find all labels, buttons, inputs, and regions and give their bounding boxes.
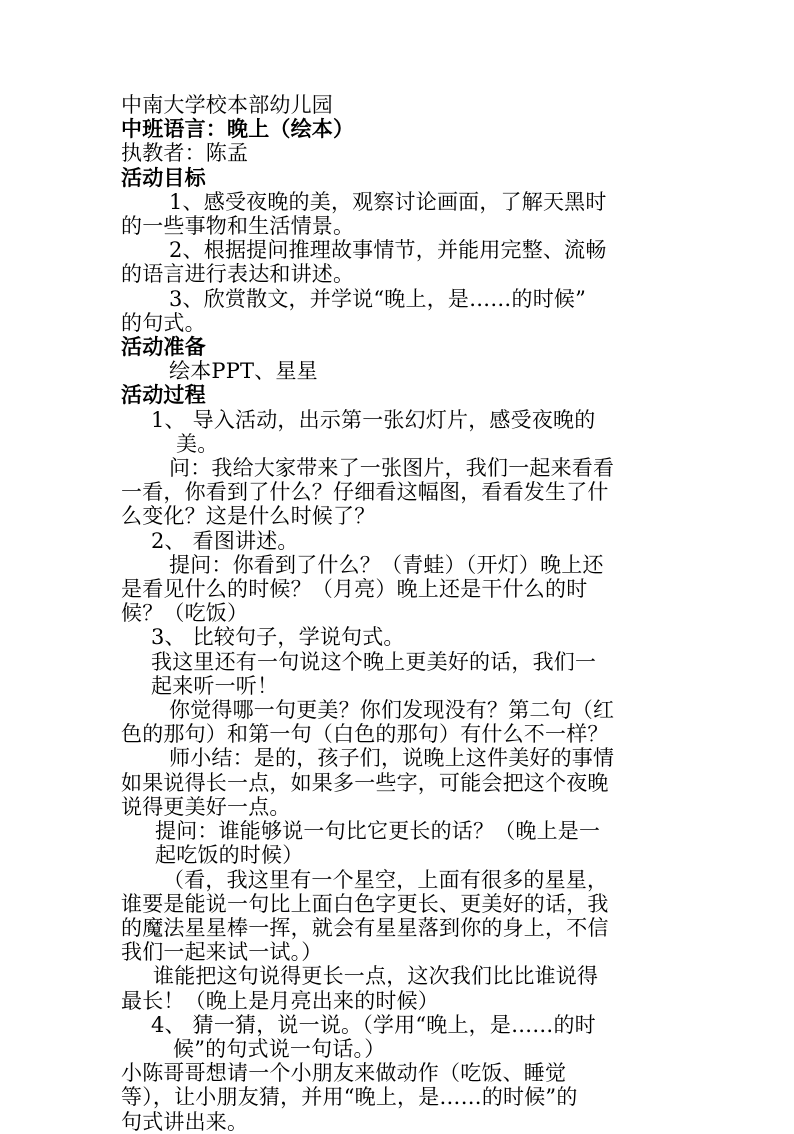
process-line: 3、 比较句子，学说句式。: [151, 625, 405, 650]
process-line: 候？（吃饭）: [121, 601, 249, 626]
prep-heading: 活动准备: [121, 334, 206, 360]
process-line: 你觉得哪一句更美？你们发现没有？第二句（红: [169, 698, 615, 723]
process-line: 1、 导入活动，出示第一张幻灯片，感受夜晚的: [151, 407, 596, 432]
goal-2-line-2: 的语言进行表达和讲述。: [121, 262, 355, 287]
process-line: 谁能把这句说得更长一点，这次我们比比谁说得: [153, 964, 599, 989]
goals-heading: 活动目标: [121, 164, 206, 190]
process-line: 谁要是能说一句比上面白色字更长、更美好的话，我: [121, 891, 609, 916]
process-line: 最长！（晚上是月亮出来的时候）: [121, 988, 439, 1013]
teacher-line: 执教者：陈孟: [121, 141, 249, 166]
process-line: 起来听一听！: [151, 673, 279, 698]
process-line: 句式讲出来。: [121, 1109, 249, 1134]
process-line: 提问：谁能够说一句比它更长的话？（晚上是一: [155, 819, 601, 844]
process-line: 的魔法星星棒一挥，就会有星星落到你的身上，不信: [121, 915, 609, 940]
process-line: 我们一起来试一试。）: [121, 940, 323, 965]
process-line: 候”的句式说一句话。）: [173, 1036, 386, 1061]
process-line: 起吃饭的时候）: [155, 843, 304, 868]
process-line: 问：我给大家带来了一张图片，我们一起来看看: [169, 456, 615, 481]
process-line: 2、 看图讲述。: [151, 528, 299, 553]
process-line: （看，我这里有一个星空，上面有很多的星星，: [163, 867, 609, 892]
process-line: 如果说得长一点，如果多一些字，可能会把这个夜晚: [121, 770, 609, 795]
document-page: [121, 93, 666, 1134]
process-line: 一看，你看到了什么？仔细看这幅图，看看发生了什: [121, 480, 609, 505]
goal-3-line-1: 3、欣赏散文，并学说“晚上，是……的时候”: [169, 286, 587, 311]
goal-2-line-1: 2、根据提问推理故事情节，并能用完整、流畅: [169, 238, 607, 263]
school-name: 中南大学校本部幼儿园: [121, 93, 333, 117]
process-line: 说得更美好一点。: [121, 794, 291, 819]
process-line: 小陈哥哥想请一个小朋友来做动作（吃饭、睡觉: [121, 1061, 567, 1086]
process-line: 我这里还有一句说这个晚上更美好的话，我们一: [151, 649, 597, 674]
process-line: 4、 猜一猜，说一说。（学用“晚上，是……的时: [151, 1012, 596, 1037]
goal-3-line-2: 的句式。: [121, 310, 206, 335]
prep-items: 绘本PPT、星星: [169, 359, 318, 384]
process-line: 色的那句）和第一句（白色的那句）有什么不一样？: [121, 722, 609, 747]
process-line: 是看见什么的时候？（月亮）晚上还是干什么的时: [121, 577, 588, 602]
process-line: 等），让小朋友猜，并用“晚上，是……的时候”的: [121, 1085, 578, 1110]
lesson-title: 中班语言：晚上（绘本）: [121, 116, 355, 142]
goal-1-line-1: 1、感受夜晚的美，观察讨论画面，了解天黑时: [169, 189, 607, 214]
process-heading: 活动过程: [121, 382, 206, 408]
process-line: 师小结：是的，孩子们，说晚上这件美好的事情: [169, 746, 615, 771]
process-line: 美。: [176, 431, 219, 456]
process-line: 么变化？这是什么时候了？: [121, 504, 376, 529]
process-line: 提问：你看到了什么？（青蛙）（开灯）晚上还: [169, 552, 604, 577]
goal-1-line-2: 的一些事物和生活情景。: [121, 214, 355, 239]
